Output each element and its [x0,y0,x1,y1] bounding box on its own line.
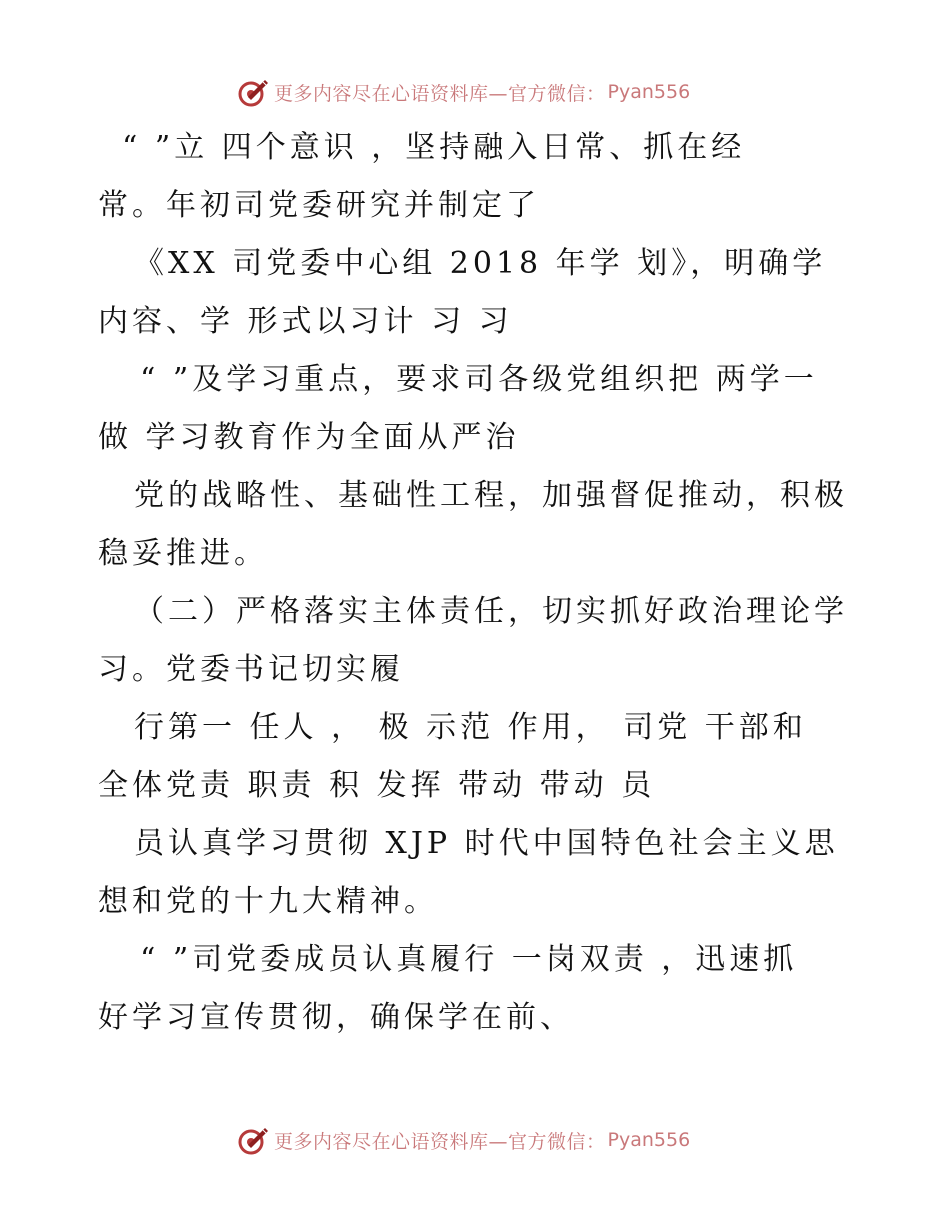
text-line: 稳妥推进。 [98,536,268,571]
text-line: 全体党责 职责 积 发挥 带动 带动 员 [98,768,656,803]
watermark-wechat-id: Pyan556 [607,81,691,103]
text-line: 做 学习教育作为全面从严治 [98,420,520,455]
text-line: 员认真学习贯彻 XJP 时代中国特色社会主义思 [134,826,839,861]
text-line: 党的战略性、基础性工程，加强督促推动，积极 [134,478,848,513]
watermark-text: 更多内容尽在心语资料库—官方微信： [274,82,606,105]
text-line: “ ”及学习重点，要求司各级党组织把 两学一 [140,362,818,397]
text-line: 习。党委书记切实履 [98,652,404,687]
watermark-text: 更多内容尽在心语资料库—官方微信： [274,1130,606,1153]
text-line: 想和党的十九大精神。 [98,884,438,919]
text-line: 行第一 任人 ， 极 示范 作用， 司党 干部和 [134,710,807,745]
pen-logo-icon [236,1123,270,1157]
text-line: 内容、学 形式以习计 习 习 [98,304,513,339]
header-watermark [0,72,950,112]
text-line: （二）严格落实主体责任，切实抓好政治理论学 [134,594,848,629]
text-line: “ ”司党委成员认真履行 一岗双责 ，迅速抓 [140,942,798,977]
footer-watermark [0,1120,950,1160]
text-line: 常。年初司党委研究并制定了 [98,188,540,223]
text-line: “ ”立 四个意识 ，坚持融入日常、抓在经 [122,130,746,165]
watermark-wechat-id: Pyan556 [607,1129,691,1151]
pen-logo-icon [236,75,270,109]
text-line: 好学习宣传贯彻，确保学在前、 [98,1000,574,1035]
text-line: 《XX 司党委中心组 2018 年学 划》，明确学 [134,246,827,281]
